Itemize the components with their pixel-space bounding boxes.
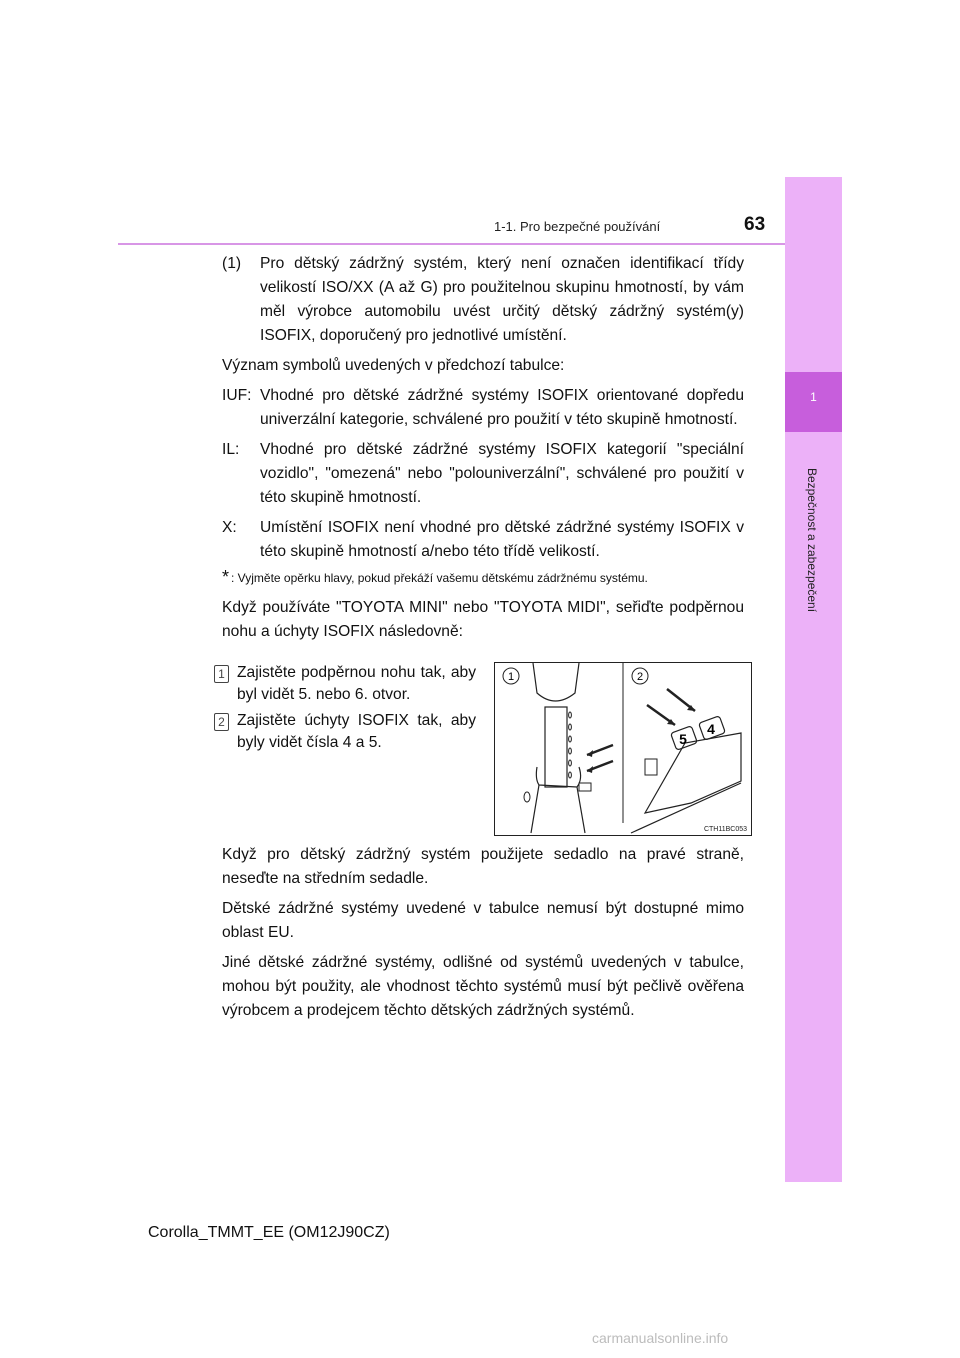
step-1 (218, 662, 476, 706)
step-number: 1 (214, 665, 229, 683)
isofix-illustration (494, 662, 752, 836)
item-text: Pro dětský zádržný systém, který není označen identifikací třídy velikostí ISO/XX (A až G) pro použitelnou skupinu hmotností, by vám měl výrobce automobilu uvést určitý dětský zádržný systém(y) ISOFIX, doporučený pro jednotlivé umístění. (260, 255, 744, 344)
step-number: 2 (214, 713, 229, 731)
legend-il (222, 438, 744, 510)
marker-5: 5 (679, 731, 687, 747)
figure-code: CTH11BC053 (703, 826, 747, 833)
legend-tag: IL: (222, 441, 240, 458)
figure-label-2: 2 (636, 671, 644, 683)
paragraph-eu: Dětské zádržné systémy uvedené v tabulce nemusí být dostupné mimo oblast EU. (222, 900, 744, 941)
legend-iuf (222, 384, 744, 432)
item-tag: (1) (222, 255, 242, 272)
legend-x (222, 516, 744, 564)
chapter-number: 1 (810, 390, 817, 404)
main-text-continued (222, 843, 744, 1029)
legend-text: Umístění ISOFIX není vhodné pro dětské zádržné systémy ISOFIX v této skupině hmotností a/nebo této třídě velikostí. (260, 519, 744, 560)
chapter-title: Bezpečnost a zabezpečení (805, 467, 819, 613)
steps-list (218, 662, 476, 758)
section-title: 1-1. Pro bezpečné používání (494, 219, 661, 234)
step-text: Zajistěte úchyty ISOFIX tak, aby byly vidět čísla 4 a 5. (237, 712, 476, 751)
footnote (222, 567, 744, 587)
chapter-sidebar (785, 177, 842, 1182)
marker-4: 4 (707, 721, 715, 737)
footer-model: Corolla_TMMT_EE (OM12J90CZ) (148, 1224, 390, 1241)
note-item-1 (222, 252, 744, 348)
legend-text: Vhodné pro dětské zádržné systémy ISOFIX kategorií "speciální vozidlo", "omezená" nebo "polouniverzální", schválené pro použití v této skupině hmotností. (260, 441, 744, 506)
legend-tag: X: (222, 519, 237, 536)
toyota-intro: Když používáte "TOYOTA MINI" nebo "TOYOTA MIDI", seřiďte podpěrnou nohu a úchyty ISOFIX následovně: (222, 599, 744, 640)
main-text (222, 252, 744, 650)
figure-label-1: 1 (507, 671, 515, 683)
page-number: 63 (744, 214, 766, 235)
footnote-star: * (222, 567, 230, 587)
paragraph-right-seat: Když pro dětský zádržný systém použijete sedadlo na pravé straně, neseďte na středním sedadle. (222, 846, 744, 887)
step-2 (218, 710, 476, 754)
paragraph-other-systems: Jiné dětské zádržné systémy, odlišné od systémů uvedených v tabulce, mohou být použity, ale vhodnost těchto systémů musí být pečlivě ověřena výrobcem a prodejcem těchto dětských zádržných systémů. (222, 954, 744, 1019)
watermark: carmanualsonline.info (592, 1330, 729, 1346)
legend-intro: Význam symbolů uvedených v předchozí tabulce: (222, 357, 565, 374)
legend-text: Vhodné pro dětské zádržné systémy ISOFIX orientované dopředu univerzální kategorie, schválené pro použití v této skupině hmotností. (260, 387, 744, 428)
illustration-drawing (495, 663, 751, 835)
step-text: Zajistěte podpěrnou nohu tak, aby byl vidět 5. nebo 6. otvor. (237, 664, 476, 703)
footnote-text: : Vyjměte opěrku hlavy, pokud překáží vašemu dětskému zádržnému systému. (231, 571, 648, 585)
legend-tag: IUF: (222, 387, 252, 404)
header-divider (118, 243, 785, 245)
